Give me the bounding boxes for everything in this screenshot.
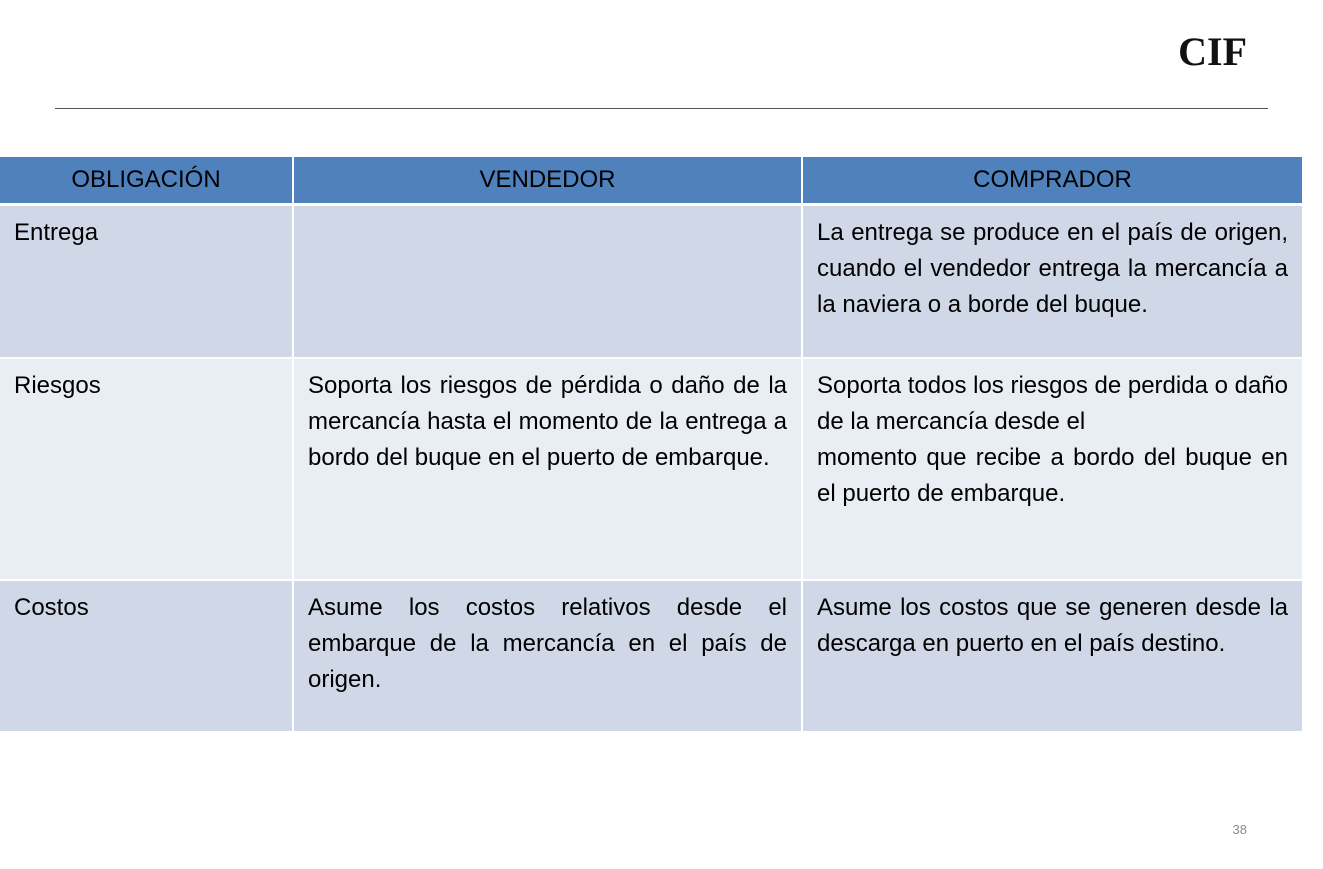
table-row-costos <box>0 580 1303 732</box>
table-row-entrega <box>0 205 1303 358</box>
header-buyer: COMPRADOR <box>802 157 1303 205</box>
cell-obligation: Entrega <box>0 205 293 358</box>
header-seller: VENDEDOR <box>293 157 802 205</box>
header-obligation: OBLIGACIÓN <box>0 157 293 205</box>
cell-seller: Asume los costos relativos desde el embarque de la mercancía en el país de origen. <box>293 580 802 732</box>
cell-buyer-paragraph: Asume los costos que se generen desde la descarga en puerto en el país destino. <box>817 593 1288 657</box>
cell-buyer <box>802 580 1303 732</box>
cell-seller <box>293 205 802 358</box>
cell-obligation: Costos <box>0 580 293 732</box>
title-divider <box>55 108 1268 109</box>
cell-buyer-paragraph: momento que recibe a bordo del buque en el puerto de embarque. <box>817 443 1288 507</box>
obligations-table <box>0 157 1304 733</box>
cell-buyer-paragraph: Soporta todos los riesgos de perdida o daño de la mercancía desde el <box>817 371 1288 435</box>
cell-buyer-paragraph: La entrega se produce en el país de origen, cuando el vendedor entrega la mercancía a la naviera o a borde del buque. <box>817 219 1288 318</box>
page-number: 38 <box>1232 822 1247 837</box>
table-header-row <box>0 157 1303 205</box>
table-row-riesgos <box>0 358 1303 580</box>
cell-seller: Soporta los riesgos de pérdida o daño de la mercancía hasta el momento de la entrega a bordo del buque en el puerto de embarque. <box>293 358 802 580</box>
cell-buyer <box>802 205 1303 358</box>
slide-title: CIF <box>1178 29 1247 74</box>
cell-buyer <box>802 358 1303 580</box>
cell-obligation: Riesgos <box>0 358 293 580</box>
